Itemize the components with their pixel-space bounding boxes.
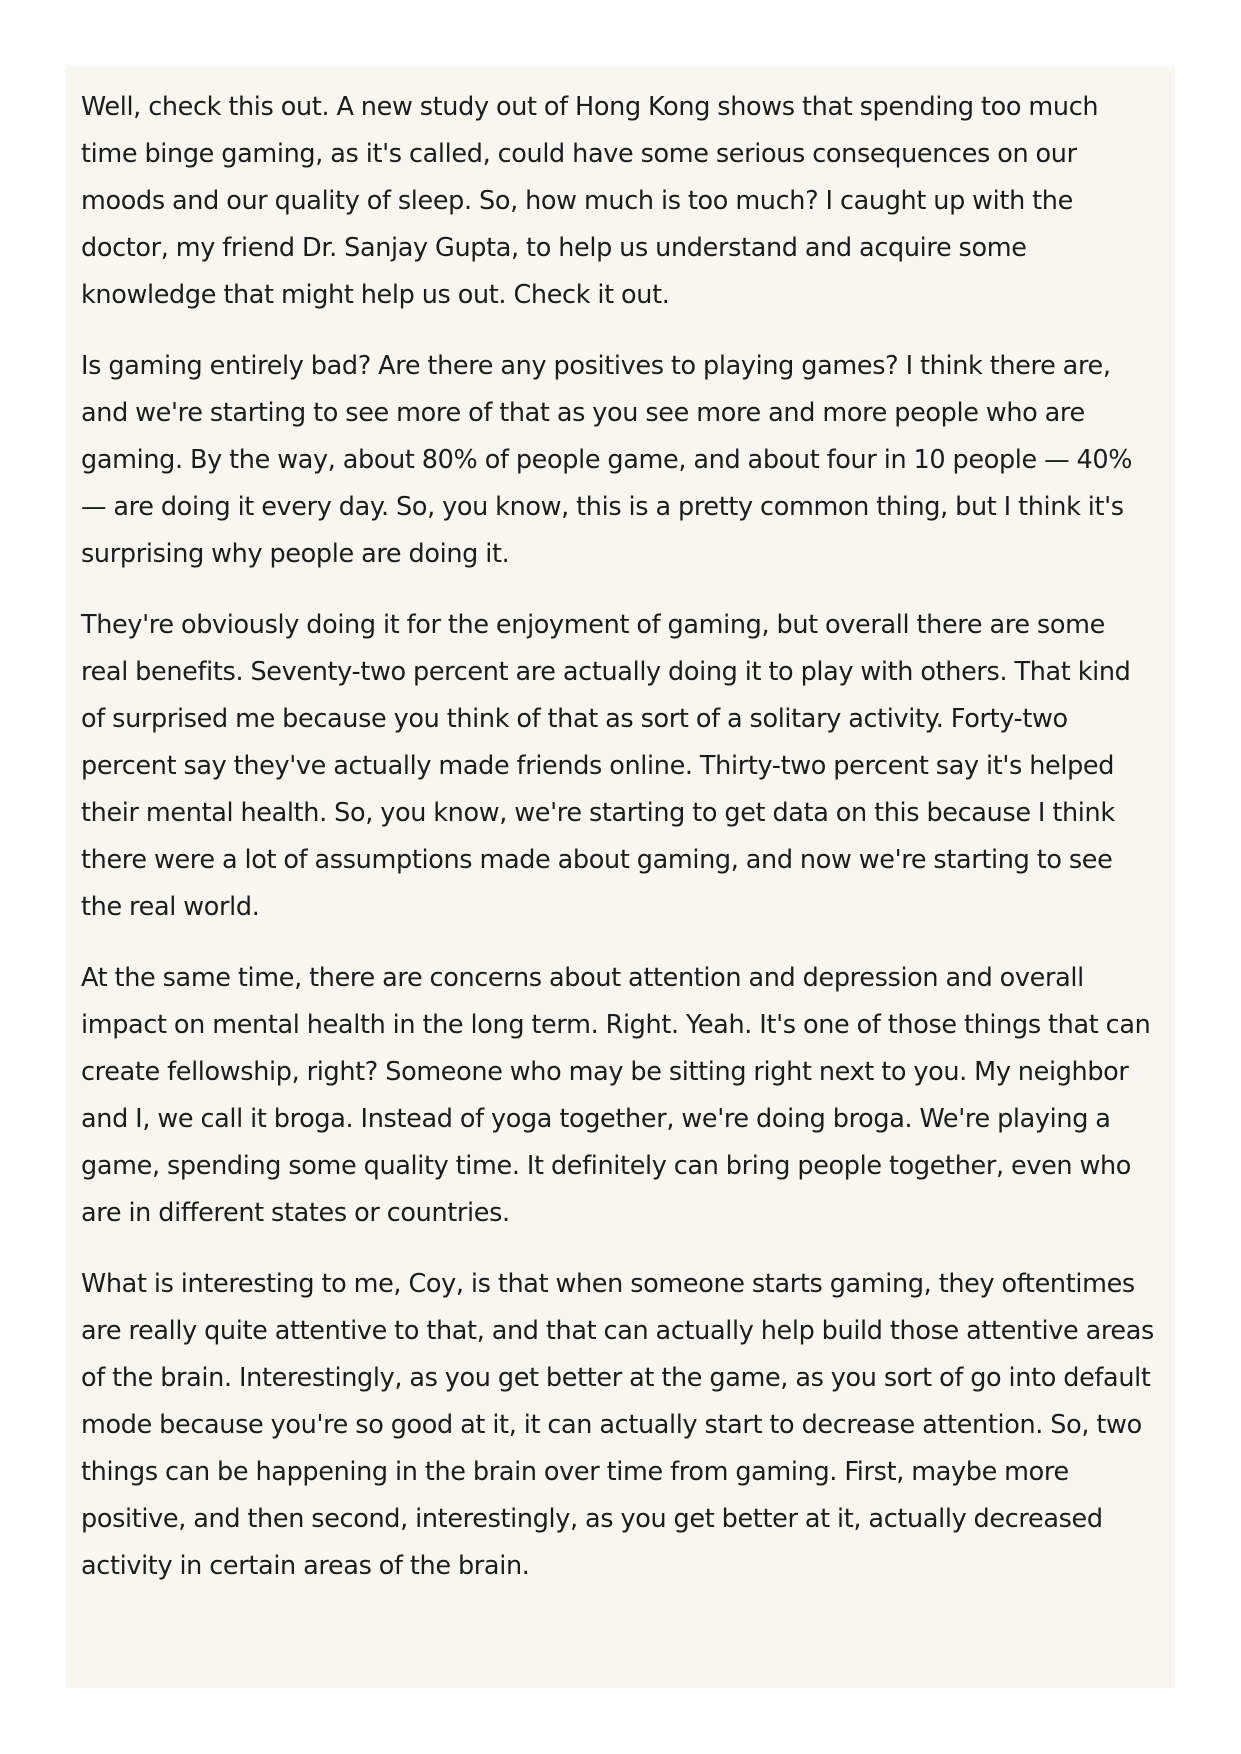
paragraph-4: At the same time, there are concerns about attention and depression and overall impact on mental health in the long term. Right. Yeah. It's one of those things that can create fellowship, right? Someone who may be sitting right next to you. My neighbor and I, we call it broga. Instead of yoga together, we're doing broga. We're playing a game, spending some quality time. It definitely can bring people together, even who are in different states or countries. xyxy=(81,963,1151,1228)
paragraph-3: They're obviously doing it for the enjoyment of gaming, but overall there are some real benefits. Seventy-two percent are actually doing it to play with others. That kind of surprised me because you think of that as sort of a solitary activity. Forty-two percent say they've actually made friends online. Thirty-two percent say it's helped their mental health. So, you know, we're starting to get data on this because I think there were a lot of assumptions made about gaming, and now we're starting to see the real world. xyxy=(81,610,1131,922)
transcript-panel xyxy=(66,66,1175,1688)
paragraph-1: Well, check this out. A new study out of Hong Kong shows that spending too much time binge gaming, as it's called, could have some serious consequences on our moods and our quality of sleep. So, how much is too much? I caught up with the doctor, my friend Dr. Sanjay Gupta, to help us understand and acquire some knowledge that might help us out. Check it out. xyxy=(81,92,1099,310)
paragraph-2: Is gaming entirely bad? Are there any positives to playing games? I think there are, and we're starting to see more of that as you see more and more people who are gaming. By the way, about 80% of people game, and about four in 10 people — 40% — are doing it every day. So, you know, this is a pretty common thing, but I think it's surprising why people are doing it. xyxy=(81,351,1133,569)
paragraph-5: What is interesting to me, Coy, is that when someone starts gaming, they oftentimes are really quite attentive to that, and that can actually help build those attentive areas of the brain. Interestingly, as you get better at the game, as you sort of go into default mode because you're so good at it, it can actually start to decrease attention. So, two things can be happening in the brain over time from gaming. First, maybe more positive, and then second, interestingly, as you get better at it, actually decreased activity in certain areas of the brain. xyxy=(81,1269,1154,1581)
